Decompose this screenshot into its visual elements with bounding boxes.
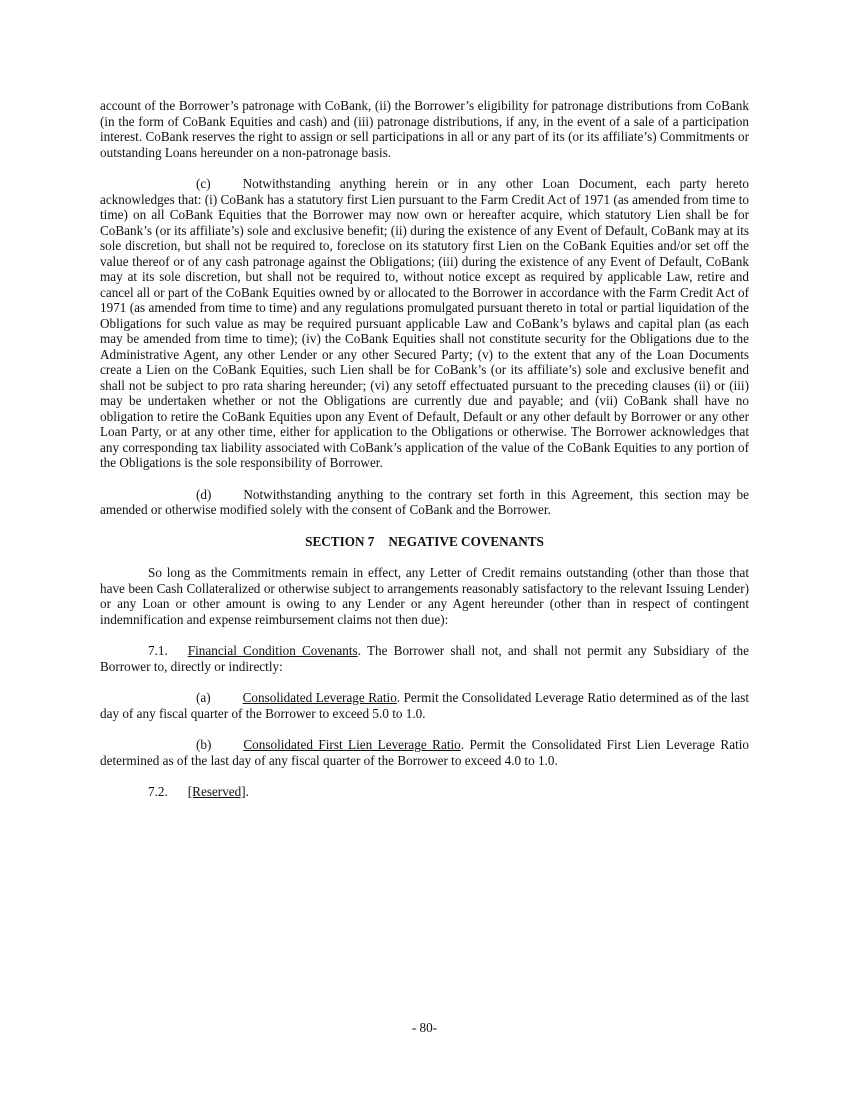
subsection-7-1: [100, 643, 749, 674]
subsection-7-2: [100, 784, 749, 800]
section-intro: So long as the Commitments remain in effect, any Letter of Credit remains outstanding (other than those that have been Cash Collateralized or otherwise subject to arrangements reasonably satisfactory to the relevant Issuing Lender) or any Loan or other amount is owing to any Lender or any Agent hereunder (other than in respect of contingent indemnification and expense reimbursement claims not then due):: [100, 565, 749, 627]
page-number: - 80-: [411, 1020, 438, 1035]
section-heading: [100, 534, 749, 550]
subsection-7-2-number: 7.2.: [148, 784, 168, 799]
paragraph-d: [100, 487, 749, 518]
paragraph-c-label: (c): [196, 176, 211, 191]
subsection-7-1-number: 7.1.: [148, 643, 168, 658]
subsection-7-1-text: . The Borrower shall not, and shall not permit any Subsidiary of the Borrower to, directly or indirectly:: [100, 643, 749, 674]
subsection-7-1-a-label: (a): [196, 690, 211, 705]
subsection-7-1-b-label: (b): [196, 737, 212, 752]
subsection-7-1-a: [100, 690, 749, 721]
paragraph-c: [100, 176, 749, 471]
subsection-7-2-text: .: [245, 784, 249, 799]
paragraph-d-label: (d): [196, 486, 212, 502]
paragraph-d-text: Notwithstanding anything to the contrary set forth in this Agreement, this section may be amended or otherwise modified solely with the consent of CoBank and the Borrower.: [100, 486, 749, 517]
section-number: SECTION 7: [305, 533, 375, 549]
subsection-7-1-a-text: . Permit the Consolidated Leverage Ratio determined as of the last day of any fiscal quarter of the Borrower to exceed 5.0 to 1.0.: [100, 690, 749, 721]
subsection-7-2-title: [Reserved]: [187, 784, 246, 799]
intro-paragraph: account of the Borrower’s patronage with CoBank, (ii) the Borrower’s eligibility for patronage distributions from CoBank (in the form of CoBank Equities and cash) and (iii) patronage distributions, if any, in the event of a sale of a participation interest. CoBank reserves the right to assign or sell participations in all or any part of its (or its affiliate’s) Commitments or outstanding Loans hereunder on a non-patronage basis.: [100, 98, 749, 160]
subsection-7-1-b-title: Consolidated First Lien Leverage Ratio: [243, 737, 461, 752]
section-title: NEGATIVE COVENANTS: [388, 533, 544, 549]
paragraph-c-text: Notwithstanding anything herein or in any other Loan Document, each party hereto acknowledges that: (i) CoBank has a statutory first Lien pursuant to the Farm Credit Act of 1971 (as amended from time to time) on all CoBank Equities that the Borrower may now own or hereafter acquire, which statutory Lien shall be for CoBank’s (or its affiliate’s) sole and exclusive benefit; (ii) during the existence of any Event of Default, CoBank may at its sole discretion, but shall not be required to, foreclose on its statutory first Lien on the CoBank Equities and/or set off the value thereof or of any cash patronage against the Obligations; (iii) during the existence of any Event of Default, CoBank may at its sole discretion, but shall not be required to, without notice except as required by applicable Law, retire and cancel all or part of the CoBank Equities owned by or allocated to the Borrower in accordance with the Farm Credit Act of 1971 (as amended from time to time) and any regulations promulgated pursuant thereto in total or partial liquidation of the Obligations for such value as may be required pursuant applicable Law and CoBank’s bylaws and capital plan (as each may be amended from time to time); (iv) the CoBank Equities shall not constitute security for the Obligations due to the Administrative Agent, any other Lender or any other Secured Party; (v) to the extent that any of the Loan Documents create a Lien on the CoBank Equities, such Lien shall be for CoBank’s (or its affiliate’s) sole and exclusive benefit and shall not be subject to pro rata sharing hereunder; (vi) any setoff effectuated pursuant to the preceding clauses (ii) or (iii) may be undertaken whether or not the Obligations are currently due and payable; and (vii) CoBank shall have no obligation to retire the CoBank Equities upon any Event of Default, Default or any other default by Borrower or any other Loan Party, or at any other time, either for application to the Obligations or otherwise. The Borrower acknowledges that any corresponding tax liability associated with CoBank’s application of the value of the CoBank Equities to any portion of the Obligations is the sole responsibility of Borrower.: [100, 176, 749, 470]
subsection-7-1-b: [100, 737, 749, 768]
subsection-7-1-b-text: . Permit the Consolidated First Lien Leverage Ratio determined as of the last day of any fiscal quarter of the Borrower to exceed 4.0 to 1.0.: [100, 737, 749, 768]
document-page: [100, 98, 749, 816]
subsection-7-1-a-title: Consolidated Leverage Ratio: [242, 690, 397, 705]
subsection-7-1-title: Financial Condition Covenants: [187, 643, 358, 658]
